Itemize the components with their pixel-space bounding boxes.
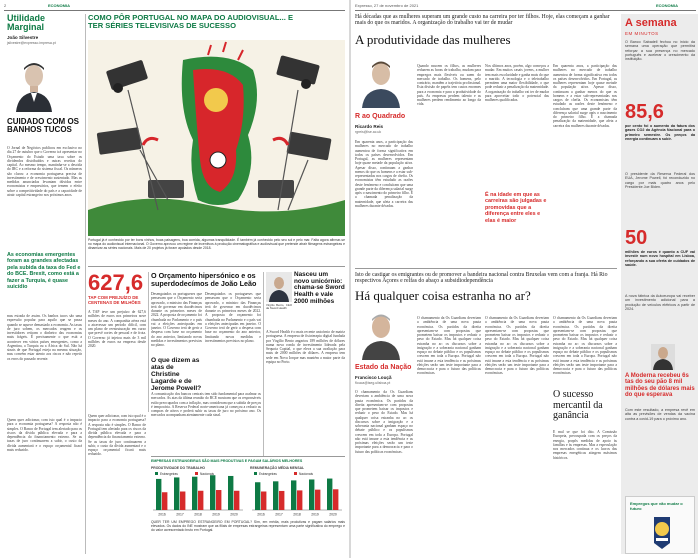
column-body-1: O Jornal de Negócios publicou em exclusivo no dia 27 de outubro que o Governo irá apresentar no Orçamento do Estado uma taxa sobre os dividendos distribuídos e outras receitas do capital. Ao mesmo tempo, mantinha-se a descida do IRC e a reforma do sistema fiscal. Os números são claros: a economia portuguesa precisa de investimento e de crescimento sustentado. Mas as medidas anunciadas levantam dúvidas entre economistas e empresários, que temem o efeito sobre a competitividade do país e a capacidade de atrair capital estrangeiro nos próximos anos. — [7, 146, 82, 197]
nation-body-4: O chamamento da Os Guardians deveriam a ambiência de uma nova pauta económica. Os partidos da direita apresentam-se com propostas que prometem baixar os impostos e reduzir o peso do Estado. Mas há qualquer coisa estranha no ar: os discursos sobre a imigração e a soberania nacional ganham espaço no debate público e os populismos crescem em toda a Europa. Portugal não está imune a esta tendência e as próximas eleições serão um teste importante para a democracia e para o futuro das políticas económicas. — [553, 316, 617, 376]
right-top-rule — [355, 10, 696, 11]
chart-1-bar-nacionais-2017 — [180, 492, 185, 511]
column-section-title: Utilidade — [7, 13, 46, 23]
feature-illustration — [88, 40, 345, 236]
chart-2-bar-nacionais-2017 — [279, 491, 284, 510]
sidebar-item-1: O Banco Sabadell fechou no início da semana uma operação que permitirá reforçar a sua presença no mercado português e acelerar o crescimento da instituição. — [625, 40, 695, 61]
nation-sub-headline: O sucesso mercantil da ganância — [553, 389, 603, 421]
right-folio-date: Expresso, 27 de novembro de 2021 — [355, 3, 419, 8]
women-pull-quote: É na idade em que as carreiras são julgadas e promovidas que a diferença entre eles e elas é maior — [485, 192, 547, 224]
nation-author-portrait — [359, 310, 403, 360]
chart-2-bar-estrangeiras-2020 — [327, 479, 332, 510]
right-page — [351, 0, 700, 558]
feature-rule — [88, 266, 345, 267]
chart-1-tick-2018: 2018 — [194, 512, 202, 517]
chart-2-tick-2018: 2018 — [293, 512, 301, 517]
chart-1-bar-nacionais-2020 — [234, 491, 239, 510]
unicorn-headline: Nasceu um novo unicórnio: chama-se Sword Health e vale 2000 milhões — [294, 271, 345, 305]
sidebar-item-2: O presidente da Reserva Federal dos EUA, Jerome Powell, foi reconduzido no cargo por mais quatro anos pelo Presidente Joe Biden. — [625, 172, 695, 189]
divider-2 — [263, 272, 264, 456]
stat-627-body-cont: Quem quer adicionar, com isto qual é o impacto para a economia portuguesa? A resposta não é simples. O Banco de Portugal tem alertado para os riscos da dívida pública elevada e para a dependência do financiamento externo. Se as taxas de juro continuarem a subir, o custo da dívida aumentará e o espaço orçamental ficará mais reduzido. — [88, 414, 146, 457]
chart-2-legend-label-0: Estrangeiras — [259, 472, 277, 476]
nation-author-email: flouca@iseg.ulisboa.pt — [355, 381, 391, 385]
chart-banner-title: EMPRESAS ESTRANGEIRAS SÃO MAIS PRODUTIVAS E PAGAM SALÁRIOS MELHORES — [151, 459, 303, 463]
sidebar-stat-2-number: 50 — [625, 227, 648, 249]
women-body-1: Em quarenta anos, a participação das mulheres no mercado de trabalho aumentou de forma significativa em todos os países desenvolvidos. Em Portugal, as mulheres representam hoje quase metade da população ativa. Apesar disso, continuam a ganhar menos do que os homens e a estar sub-representadas nos cargos de chefia. Os economistas têm estudado as razões deste fenómeno e concluíram que uma grande parte da diferença salarial surge após o nascimento do primeiro filho. É a chamada penalização da maternidade, que afeta a carreira das mulheres durante décadas. — [355, 140, 413, 208]
chart-1-bar-nacionais-2019 — [216, 490, 221, 510]
chart-1-bar-nacionais-2016 — [162, 492, 167, 510]
chart-1-legend-swatch-0 — [155, 472, 158, 475]
women-section-label: R ao Quadrado — [355, 113, 406, 120]
chart-1-tick-2019: 2019 — [212, 512, 220, 517]
chart-1-legend-label-0: Estrangeiras — [160, 472, 178, 476]
chart-1-tick-2017: 2017 — [176, 512, 184, 517]
top-rule — [4, 10, 345, 11]
chart-1-tick-2020: 2020 — [230, 512, 238, 517]
sidebar-title: A semana — [625, 17, 677, 29]
sidebar-stat-2-text: milhões de euros é quanto a CUF vai investir num novo hospital em Lisboa, reforçando a sua oferta de cuidados de saúde. — [625, 250, 695, 267]
chart-banner-caption: QUER TER UM EMPREGO ESTRANGEIRO EM PORTUGAL? Sim, em média, mais produtivas e pagam salários mais elevados. Os dados do INE mostram que as filiais de empresas estrangeiras representam uma parte significativa do emprego e do valor acrescentado bruto em Portugal. — [151, 520, 345, 532]
chart-2-bar-nacionais-2018 — [297, 490, 302, 510]
nation-body-1: O chamamento da Os Guardians deveriam a ambiência de uma nova pauta económica. Os partidos da direita apresentam-se com propostas que prometem baixar os impostos e reduzir o peso do Estado. Mas há qualquer coisa estranha no ar: os discursos sobre a imigração e a soberania nacional ganham espaço no debate público e os populismos crescem em toda a Europa. Portugal não está imune a esta tendência e as próximas eleições serão um teste importante para a democracia e para o futuro das políticas económicas. — [355, 390, 413, 454]
chart-remuneration — [250, 471, 342, 517]
chart-1-bar-estrangeiras-2020 — [228, 476, 233, 510]
budget-body: Desengatados os portugueses que pensavam que o Orçamento seria aprovado, o ministro das Finanças terá de governar em duodécimos durante os primeiros meses de 2022. A proposta de orçamento foi chumbada no Parlamento e o país vai a eleições antecipadas em janeiro. O Governo terá de gerir a despesa com base no orçamento do ano anterior, limitando novas medidas e investimentos previstos no plano. — [205, 292, 261, 343]
nation-section-label: Estado da Nação — [355, 364, 412, 371]
chart-2-tick-2020: 2020 — [329, 512, 337, 517]
stat-627-body: A TAP teve um prejuízo de 627,6 milhões de euros nos primeiros nove meses do ano. A companhia aérea está a atravessar um período difícil, com um plano de reestruturação em curso que prevê cortes de pessoal e de frota. O Governo já injetou mais de 3 mil milhões de euros na empresa desde 2020. — [88, 310, 146, 348]
right-mid-rule — [355, 268, 617, 269]
left-page — [0, 0, 349, 558]
budget-headline: O Orçamento hipersónico e os superdodecímos de João Leão — [151, 271, 257, 288]
ceo-photo — [266, 272, 292, 302]
feature-caption: Portugal já é conhecido por ter bons vinhos, boas paisagens, boa comida, algumas tranquilidade. É também já conhecido pelo seu sol e pelo mar. Falta agora afirmar-se no mapa do audiovisual internacional. O Governo aprovou um regime de incentivos à produção cinematográfica e audiovisual que pretende atrair filmagens estrangeiras e dinamizar as séries nacionais. Mais de 20 projetos já foram apoiados desde 2018. — [88, 238, 345, 250]
award-badge-icon — [649, 517, 675, 549]
fed-body: A comunicação dos bancos centrais tem sido fundamental para acalmar os mercados. As atas da última reunião do BCE mostram que os responsáveis estão preocupados com a inflação, mas consideram que a subida de preços é temporária. A Reserva Federal norte-americana já começou a reduzir as compras de ativos e poderá subir as taxas de juro no próximo ano. Os mercados acompanham atentamente cada sinal. — [151, 392, 261, 418]
column-body-2: mas estrada de assim. Os banhos tucos são uma expressão popular para aquilo que se passa quando se aquece demasiado a economia. As taxas de juro sobem, os mercados reagem e os investidores retiram o dinheiro das economias mais frágeis. É precisamente o que está a acontecer em vários países emergentes, como a Argentina, a Turquia ou a África do Sul. Não há sinais de que Portugal esteja na mesma situação, mas convém estar atento aos riscos e não repetir os erros do passado recente. — [7, 314, 82, 361]
column-body-3: Quem quer adicionar, com isto qual é o impacto para a economia portuguesa? A resposta não é simples. O Banco de Portugal tem alertado para os riscos da dívida pública elevada e para a dependência do financiamento externo. Se as taxas de juro continuarem a subir, o custo da dívida aumentará e o espaço orçamental ficará mais reduzido. — [7, 418, 82, 452]
column-divider — [85, 14, 86, 554]
sidebar-item-4: Com este resultado, a empresa revê em alta as previsões de vendas da vacina contra a covid-19 para o próximo ano. — [625, 408, 695, 421]
women-body-2: Quando nascem os filhos, as mulheres reduzem as horas de trabalho, mudam para empregos mais flexíveis ou saem do mercado de trabalho. Os homens, pelo contrário, mantêm a trajetória profissional. Esta divisão de papéis tem custos enormes para a economia e para a produtividade do país. As empresas perdem talento e as mulheres perdem rendimento ao longo da vida. — [417, 64, 481, 107]
sidebar-ad-label: Empregos que vão mudar o futuro — [630, 501, 683, 511]
women-body-3: Nos últimos anos, porém, algo começou a mudar. Em muitos casais jovens, a mulher tem mais escolaridade e ganha mais do que o marido. A tecnologia e o teletrabalho permitem uma maior flexibilidade, o que pode reduzir a penalização da maternidade. A organização do trabalho vai ter de mudar para aproveitar todo o potencial das mulheres qualificadas. — [485, 64, 549, 102]
column-author-email: jsilvestre@expresso.impresa.pt — [7, 41, 56, 45]
nation-kicker: Isto de castigar os emigrantes ou de promover a bandeira nacional contra Bruxelas vem com a franja. Há Rio respectivos Açores e relfas do abaço a subsidiodependência — [355, 272, 608, 285]
chart-1-bar-nacionais-2018 — [198, 491, 203, 510]
feature-headline: COMO PÔR PORTUGAL NO MAPA DO AUDIOVISUAL... E TER SÉRIES TELEVISIVAS DE SUCESSO — [88, 13, 294, 30]
sidebar-stat-1-number: 85,6 — [625, 101, 664, 123]
page-number: 2 — [4, 3, 7, 8]
chart-rule — [151, 456, 345, 457]
sidebar-photo — [651, 344, 675, 370]
divider-1 — [148, 272, 149, 412]
ceo-photo-caption: Virgílio Bento, CEO da Sword Health — [266, 303, 292, 311]
chart-2-tick-2017: 2017 — [275, 512, 283, 517]
right-folio-section: ECONOMIA — [656, 3, 678, 8]
chart-1-legend-swatch-1 — [195, 472, 198, 475]
chart-1-bar-estrangeiras-2017 — [174, 477, 179, 510]
chart-2-bar-estrangeiras-2017 — [273, 481, 278, 510]
chart-2-bar-estrangeiras-2016 — [255, 482, 260, 510]
chart-2-legend-label-1: Nacionais — [299, 472, 313, 476]
chart-2-tick-2019: 2019 — [311, 512, 319, 517]
sidebar-subtitle: EM MINUTOS — [625, 31, 659, 36]
column-section-sub: Marginal — [7, 22, 45, 32]
sidebar-item-3: A nova fábrica da Autoeuropa vai receber um investimento adicional para a produção de veículos elétricos a partir de 2024. — [625, 294, 695, 311]
chart-2-bar-nacionais-2016 — [261, 492, 266, 511]
nation-headline: Há qualquer coisa estranha no ar? — [355, 288, 531, 303]
women-author: Ricardo Reis — [355, 124, 384, 129]
chart-2-title: REMUNERAÇÃO MÉDIA MENSAL — [250, 466, 305, 470]
chart-2-legend-swatch-1 — [294, 472, 297, 475]
author-portrait — [12, 56, 56, 112]
women-author-portrait — [359, 56, 403, 108]
section-folio: ECONOMIA — [48, 3, 70, 8]
column-pull-quote: As economias emergentes foram as grandes afectadas pela subida da taxa do Fed e do BCE. Brexit, como está a fazer a Turquia, é quase suicídio — [7, 252, 81, 291]
chart-2-legend-swatch-0 — [254, 472, 257, 475]
chart-1-title: PRODUTIVIDADE DO TRABALHO — [151, 466, 206, 470]
stat-627-number: 627,6 — [88, 270, 144, 295]
chart-2-bar-estrangeiras-2019 — [309, 479, 314, 510]
column-author: João Silvestre — [7, 35, 39, 40]
chart-productivity — [151, 471, 243, 517]
nation-author: Francisco Louçã — [355, 375, 392, 380]
budget-body-lead: Desengatados os portugueses que pensavam que o Orçamento seria aprovado, o ministro das Finanças terá de governar em duodécimos durante os primeiros meses de 2022. A proposta de orçamento foi chumbada no Parlamento e o país vai a eleições antecipadas em janeiro. O Governo terá de gerir a despesa com base no orçamento do ano anterior, limitando novas medidas e investimentos previstos no plano. — [151, 292, 202, 347]
sidebar-stat-1-text: por cento foi o aumento da fatura dos gases CO2 da Agência Nacional para o primeiro semestre. Os preços da energia continuam a subir. — [625, 124, 695, 141]
chart-1-bar-estrangeiras-2019 — [210, 475, 215, 510]
nation-body-3: O chamamento da Os Guardians deveriam a ambiência de uma nova pauta económica. Os partidos da direita apresentam-se com propostas que prometem baixar os impostos e reduzir o peso do Estado. Mas há qualquer coisa estranha no ar: os discursos sobre a imigração e a soberania nacional ganham espaço no debate público e os populismos crescem em toda a Europa. Portugal não está imune a esta tendência e as próximas eleições serão um teste importante para a democracia e para o futuro das políticas económicas. — [485, 316, 549, 376]
chart-1-legend-label-1: Nacionais — [200, 472, 214, 476]
chart-1-tick-2016: 2016 — [158, 512, 166, 517]
women-body-4: Em quarenta anos, a participação das mulheres no mercado de trabalho aumentou de forma significativa em todos os países desenvolvidos. Em Portugal, as mulheres representam hoje quase metade da população ativa. Apesar disso, continuam a ganhar menos do que os homens e a estar sub-representadas nos cargos de chefia. Os economistas têm estudado as razões deste fenómeno e concluíram que uma grande parte da diferença salarial surge após o nascimento do primeiro filho. É a chamada penalização da maternidade, que afeta a carreira das mulheres durante décadas. — [553, 64, 617, 128]
chart-2-tick-2016: 2016 — [257, 512, 265, 517]
chart-2-bar-nacionais-2019 — [315, 490, 320, 510]
women-headline: A produtividade das mulheres — [355, 32, 511, 47]
fed-headline: O que dizem as atas de Christine Lagarde e de Jerome Powell? — [151, 357, 202, 392]
chart-2-bar-nacionais-2020 — [333, 489, 338, 510]
women-author-email: rgreis@lse.ac.uk — [355, 130, 382, 134]
nation-body-2: O chamamento da Os Guardians deveriam a ambiência de uma nova pauta económica. Os partidos da direita apresentam-se com propostas que prometem baixar os impostos e reduzir o peso do Estado. Mas há qualquer coisa estranha no ar: os discursos sobre a imigração e a soberania nacional ganham espaço no debate público e os populismos crescem em toda a Europa. Portugal não está imune a esta tendência e as próximas eleições serão um teste importante para a democracia e para o futuro das políticas económicas. — [417, 316, 481, 376]
women-kicker: Há décadas que as mulheres superam um grande custo na carreira por ter filhos. Hoje, elas começam a ganhar mais do que os maridos. A organização do trabalho vai ter de mudar — [355, 14, 610, 27]
sidebar-ad[interactable] — [625, 496, 695, 554]
stat-627-label: TAP COM PREJUÍZO DE CENTENAS DE MILHÕES — [88, 295, 141, 305]
chart-1-bar-estrangeiras-2018 — [192, 477, 197, 510]
unicorn-body: A Sword Health é o mais recente unicórnio de matriz portuguesa. A empresa de fisioterapia digital fundada por Virgílio Bento angariou 189 milhões de dólares numa nova ronda de investimento liderada pela Sequoia Capital, o que eleva a sua avaliação para mais de 2000 milhões de dólares. A empresa tem sede em Nova Iorque mas mantém a maior parte da equipa no Porto. — [266, 330, 345, 364]
column-headline: CUIDADO COM OS BANHOS TUCOS — [7, 117, 79, 135]
sidebar-headline-2: A Moderna recebeu 6s tas do seu pão 8 mil milhões de dólares mais do que esperava — [625, 373, 695, 398]
nation-sub-body: É mal se que foi dito. A Comissão Europeia, preocupada com os preços da energia, propôs medidas de apoio às famílias e às empresas. Mas a especulação nos mercados continua e os lucros das empresas energéticas atingem máximos históricos. — [553, 430, 617, 460]
chart-2-bar-estrangeiras-2018 — [291, 480, 296, 510]
chart-1-bar-estrangeiras-2016 — [156, 479, 161, 510]
